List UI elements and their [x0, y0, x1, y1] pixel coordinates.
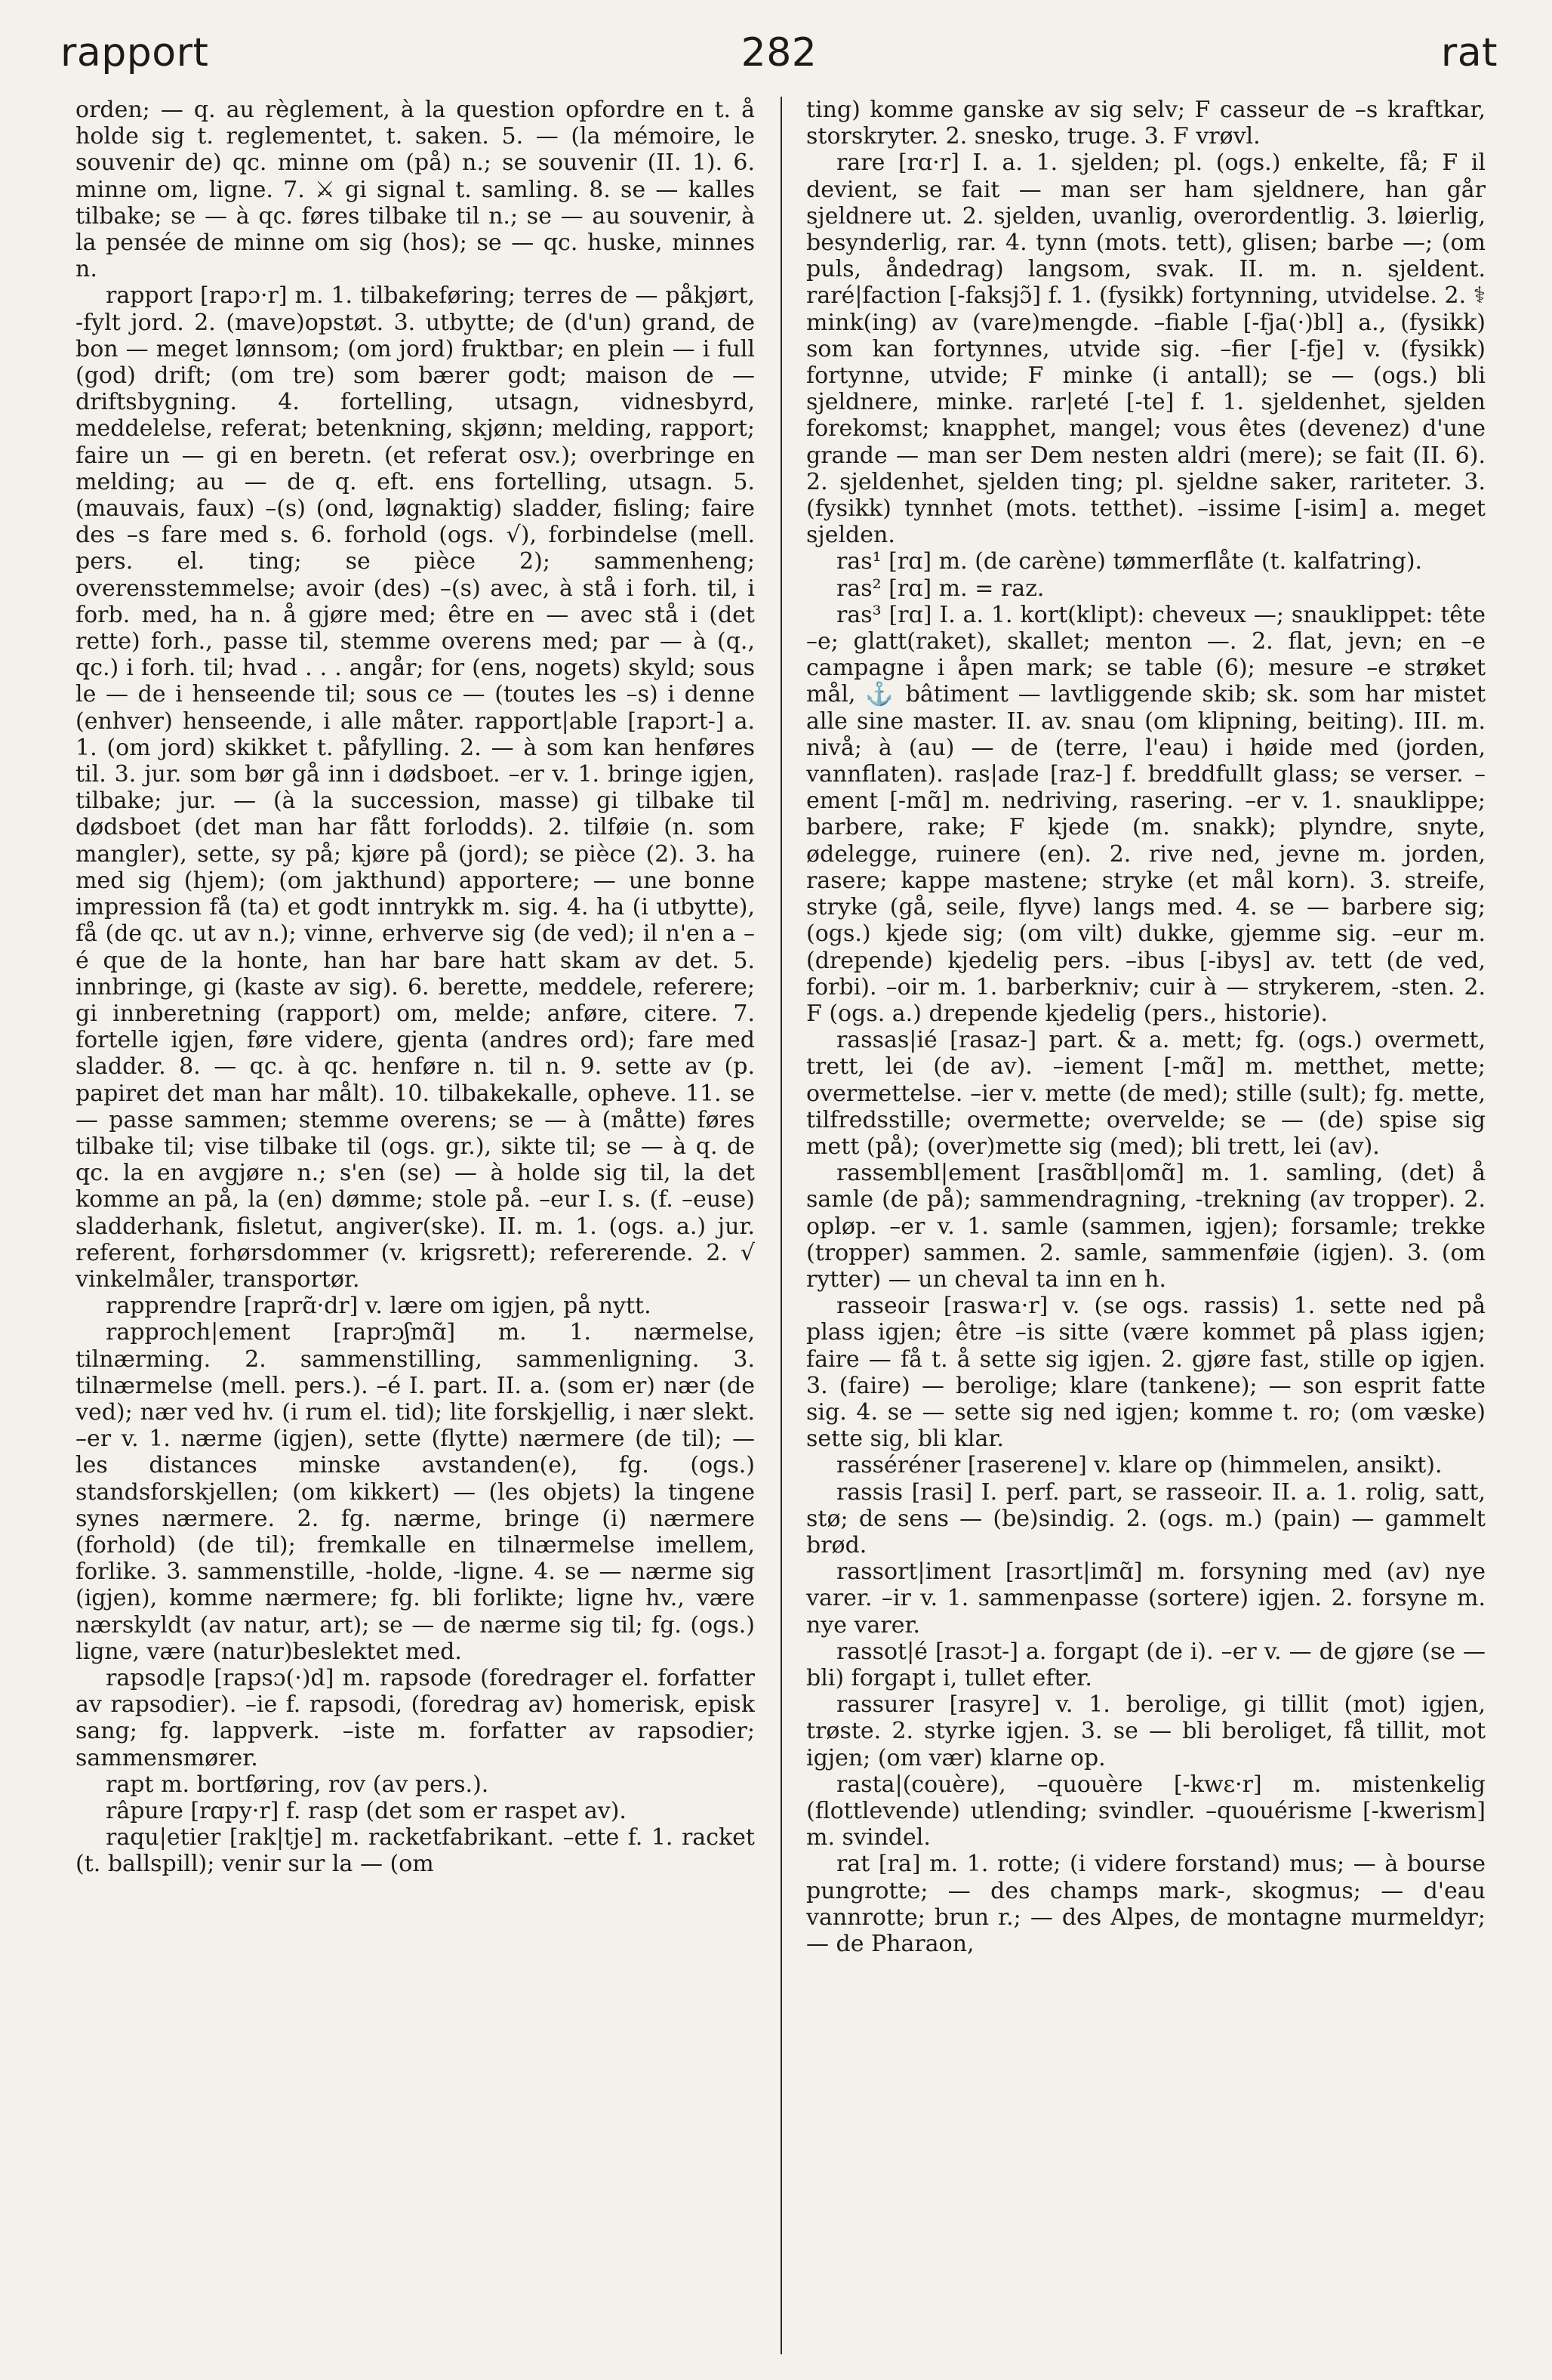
right-column	[806, 97, 1486, 2354]
right-guide-word: rat	[1440, 30, 1498, 76]
right-column-paragraph: rassas|ié [rasaz-] part. & a. mett; fg. (ogs.) overmett, trett, lei (de av). –iement [-mɑ̃] m. metthet, mette; overmettelse. –ier v. mette (de med); stille (sult); fg. mette, tilfredsstille; overmette; overvelde; se — (de) spise sig mett (på); (over)mette sig (med); bli trett, lei (av).	[806, 1027, 1486, 1160]
left-column-paragraph: rapprendre [raprɑ̃·dr] v. lære om igjen, på nytt.	[106, 1293, 651, 1320]
right-column-paragraph: ras³ [rɑ] I. a. 1. kort(klipt): cheveux —; snauklippet: tête –e; glatt(raket), skallet; menton —. 2. flat, jevn; en –e campagne i åpen mark; se table (6); mesure –e strøket mål, ⚓ bâtiment — lavtliggende skib; sk. som har mistet alle sine master. II. av. snau (om klipning, beiting). III. m. nivå; à (au) — de (terre, l'eau) i høide med (jorden, vannflaten). ras|ade [raz-] f. breddfullt glass; se verser. –ement [-mɑ̃] m. nedriving, rasering. –er v. 1. snauklippe; barbere, rake; F kjede (m. snakk); plyndre, snyte, ødelegge, ruinere (en). 2. rive ned, jevne m. jorden, rasere; kappe mastene; stryke (et mål korn). 3. streife, stryke (gå, seile, flyve) langs med. 4. se — barbere sig; (ogs.) kjede sig; (om vilt) dukke, gjemme sig. –eur m. (drepende) kjedelig pers. –ibus [-ibys] av. tett (de ved, forbi). –oir m. 1. barberkniv; cuir à — strykerem, -sten. 2. F (ogs. a.) drepende kjedelig (pers., historie).	[806, 601, 1486, 1027]
right-column-paragraph: ting) komme ganske av sig selv; F casseur de –s kraftkar, storskryter. 2. snesko, truge. 3. F vrøvl.	[806, 97, 1486, 150]
left-guide-word: rapport	[60, 30, 209, 76]
left-column-paragraph: rapproch|ement [raprɔʃmɑ̃] m. 1. nærmelse, tilnærming. 2. sammenstilling, sammenligning. 3. tilnærmelse (mell. pers.). –é I. part. II. a. (som er) nær (de ved); nær ved hv. (i rum el. tid); lite forskjellig, i nær slekt. –er v. 1. nærme (igjen), sette (flytte) nærmere (de til); — les distances minske avstanden(e), fg. (ogs.) standsforskjellen; (om kikkert) — (les objets) la tingene synes nærmere. 2. fg. nærme, bringe (i) nærmere (forhold) (de til); fremkalle en tilnærmelse imellem, forlike. 3. sammenstille, -holde, -ligne. 4. se — nærme sig (igjen), komme nærmere; fg. bli forlikte; ligne hv., være nærskyldt (av natur, art); se — de nærme sig til; fg. (ogs.) ligne, være (natur)beslektet med.	[75, 1319, 755, 1665]
right-column-paragraph: ras¹ [rɑ] m. (de carène) tømmerflåte (t. kalfatring).	[836, 548, 1423, 575]
right-column-paragraph: rassis [rasi] I. perf. part, se rasseoir. II. a. 1. rolig, satt, stø; de sens — (be)sindig. 2. (ogs. m.) (pain) — gammelt brød.	[806, 1478, 1486, 1558]
right-column-paragraph: rassort|iment [rasɔrt|imɑ̃] m. forsyning med (av) nye varer. –ir v. 1. sammenpasse (sortere) igjen. 2. forsyne m. nye varer.	[806, 1558, 1486, 1639]
page-header	[60, 30, 1498, 91]
right-column-paragraph: rassembl|ement [rasɑ̃bl|omɑ̃] m. 1. samling, (det) å samle (de på); sammendragning, -trekning (av tropper). 2. opløp. –er v. 1. samle (sammen, igjen); forsamle; trekke (tropper) sammen. 2. samle, sammenføie (igjen). 3. (om rytter) — un cheval ta inn en h.	[806, 1160, 1486, 1293]
right-column-paragraph: rassot|é [rasɔt-] a. forgapt (de i). –er v. — de gjøre (se — bli) forgapt i, tullet efter.	[806, 1638, 1486, 1691]
left-column-paragraph: orden; — q. au règlement, à la question opfordre en t. å holde sig t. reglementet, t. saken. 5. — (la mémoire, le souvenir de) qc. minne om (på) n.; se souvenir (II. 1). 6. minne om, ligne. 7. ⚔ gi signal t. samling. 8. se — kalles tilbake; se — à qc. føres tilbake til n.; se — au souvenir, à la pensée de minne om sig (hos); se — qc. huske, minnes n.	[75, 97, 755, 283]
right-column-paragraph: rat [ra] m. 1. rotte; (i videre forstand) mus; — à bourse pungrotte; — des champs mark-, skogmus; — d'eau vannrotte; brun r.; — des Alpes, de montagne murmeldyr; — de Pharaon,	[806, 1851, 1486, 1958]
dictionary-columns	[75, 97, 1495, 2354]
left-column-paragraph: râpure [rɑpy·r] f. rasp (det som er raspet av).	[106, 1798, 627, 1824]
column-divider	[781, 97, 782, 2354]
right-column-paragraph: rasta|(couère), –quouère [-kwɛ·r] m. mistenkelig (flottlevende) utlending; svindler. –quouérisme [-kwerism] m. svindel.	[806, 1771, 1486, 1851]
left-column-paragraph: rapsod|e [rapsɔ(·)d] m. rapsode (foredrager el. forfatter av rapsodier). –ie f. rapsodi, (foredrag av) homerisk, episk sang; fg. lappverk. –iste m. forfatter av rapsodier; sammensmører.	[75, 1664, 755, 1771]
right-column-paragraph: ras² [rɑ] m. = raz.	[836, 575, 1045, 602]
left-column-paragraph: rapt m. bortføring, rov (av pers.).	[106, 1771, 489, 1798]
right-column-paragraph: rasséréner [raserene] v. klare op (himmelen, ansikt).	[836, 1452, 1443, 1479]
left-column-paragraph: raqu|etier [rak|tje] m. racketfabrikant. –ette f. 1. racket (t. ballspill); venir sur la — (om	[75, 1824, 755, 1878]
left-column-paragraph: rapport [rapɔ·r] m. 1. tilbakeføring; terres de — påkjørt, -fylt jord. 2. (mave)opstøt. 3. utbytte; de (d'un) grand, de bon — meget lønnsom; (om jord) fruktbar; en plein — i full (god) drift; (om tre) som bærer godt; maison de — driftsbygning. 4. fortelling, utsagn, vidnesbyrd, meddelelse, referat; betenkning, skjønn; melding, rapport; faire un — gi en beretn. (et referat osv.); overbringe en melding; au — de q. eft. ens fortelling, utsagn. 5. (mauvais, faux) –(s) (ond, løgnaktig) sladder, fisling; faire des –s fare med s. 6. forhold (ogs. √), forbindelse (mell. pers. el. ting; se pièce 2); sammenheng; overensstemmelse; avoir (des) –(s) avec, à stå i forh. til, i forb. med, ha n. å gjøre med; être en — avec stå i (det rette) forh., passe til, stemme overens med; par — à (q., qc.) i forh. til; hvad . . . angår; for (ens, nogets) skyld; sous le — de i henseende til; sous ce — (toutes les –s) i denne (enhver) henseende, i alle måter. rapport|able [rapɔrt-] a. 1. (om jord) skikket t. påfylling. 2. — à som kan henføres til. 3. jur. som bør gå inn i dødsboet. –er v. 1. bringe igjen, tilbake; jur. — (à la succession, masse) gi tilbake til dødsboet (det man har fått forlodds). 2. tilføie (n. som mangler), sette, sy på; kjøre på (jord); se pièce (2). 3. ha med sig (hjem); (om jakthund) apportere; — une bonne impression få (ta) et godt inntrykk m. sig. 4. ha (i utbytte), få (de qc. ut av n.); vinne, erhverve sig (de ved); il n'en a –é que de la honte, han har bare hatt skam av det. 5. innbringe, gi (kaste av sig). 6. berette, meddele, referere; gi innberetning (rapport) om, melde; anføre, citere. 7. fortelle igjen, føre videre, gjenta (andres ord); fare med sladder. 8. — qc. à qc. henføre n. til n. 9. sette av (p. papiret det man har målt). 10. tilbakekalle, opheve. 11. se — passe sammen; stemme overens; se — à (måtte) føres tilbake til; vise tilbake til (ogs. gr.), sikte til; se — à q. de qc. la en avgjøre n.; s'en (se) — à holde sig til, la det komme an på, la (en) dømme; stole på. –eur I. s. (f. –euse) sladderhank, fisletut, angiver(ske). II. m. 1. (ogs. a.) jur. referent, forhørsdommer (v. krigsrett); refererende. 2. √ vinkelmåler, transportør.	[75, 282, 755, 1293]
right-column-paragraph: rasseoir [raswa·r] v. (se ogs. rassis) 1. sette ned på plass igjen; être –is sitte (være kommet på plass igjen; faire — få t. å sette sig igjen. 2. gjøre fast, stille op igjen. 3. (faire) — berolige; klare (tankene); — son esprit fatte sig. 4. se — sette sig ned igjen; komme t. ro; (om væske) sette sig, bli klar.	[806, 1293, 1486, 1453]
right-column-paragraph: rare [rɑ·r] I. a. 1. sjelden; pl. (ogs.) enkelte, få; F il devient, se fait — man ser ham sjeldnere, han går sjeldnere ut. 2. sjelden, uvanlig, overordentlig. 3. løierlig, besynderlig, rar. 4. tynn (mots. tett), glisen; barbe —; (om puls, åndedrag) langsom, svak. II. m. n. sjeldent. raré|faction [-faksjɔ̃] f. 1. (fysikk) fortynning, utvidelse. 2. ⚕ mink(ing) av (vare)mengde. –fiable [-fja(·)bl] a., (fysikk) som kan fortynnes, utvide sig. –fier [-fje] v. (fysikk) fortynne, utvide; F minke (i antall); se — (ogs.) bli sjeldnere, minke. rar|eté [-te] f. 1. sjeldenhet, sjelden forekomst; knapphet, mangel; vous êtes (devenez) d'une grande — man ser Dem nesten aldri (mere); se fait (II. 6). 2. sjeldenhet, sjelden ting; pl. sjeldne saker, rariteter. 3. (fysikk) tynnhet (mots. tetthet). –issime [-isim] a. meget sjelden.	[806, 150, 1486, 549]
left-column	[75, 97, 755, 2354]
right-column-paragraph: rassurer [rasyre] v. 1. berolige, gi tillit (mot) igjen, trøste. 2. styrke igjen. 3. se — bli beroliget, få tillit, mot igjen; (om vær) klarne op.	[806, 1691, 1486, 1771]
page-number: 282	[741, 30, 818, 76]
